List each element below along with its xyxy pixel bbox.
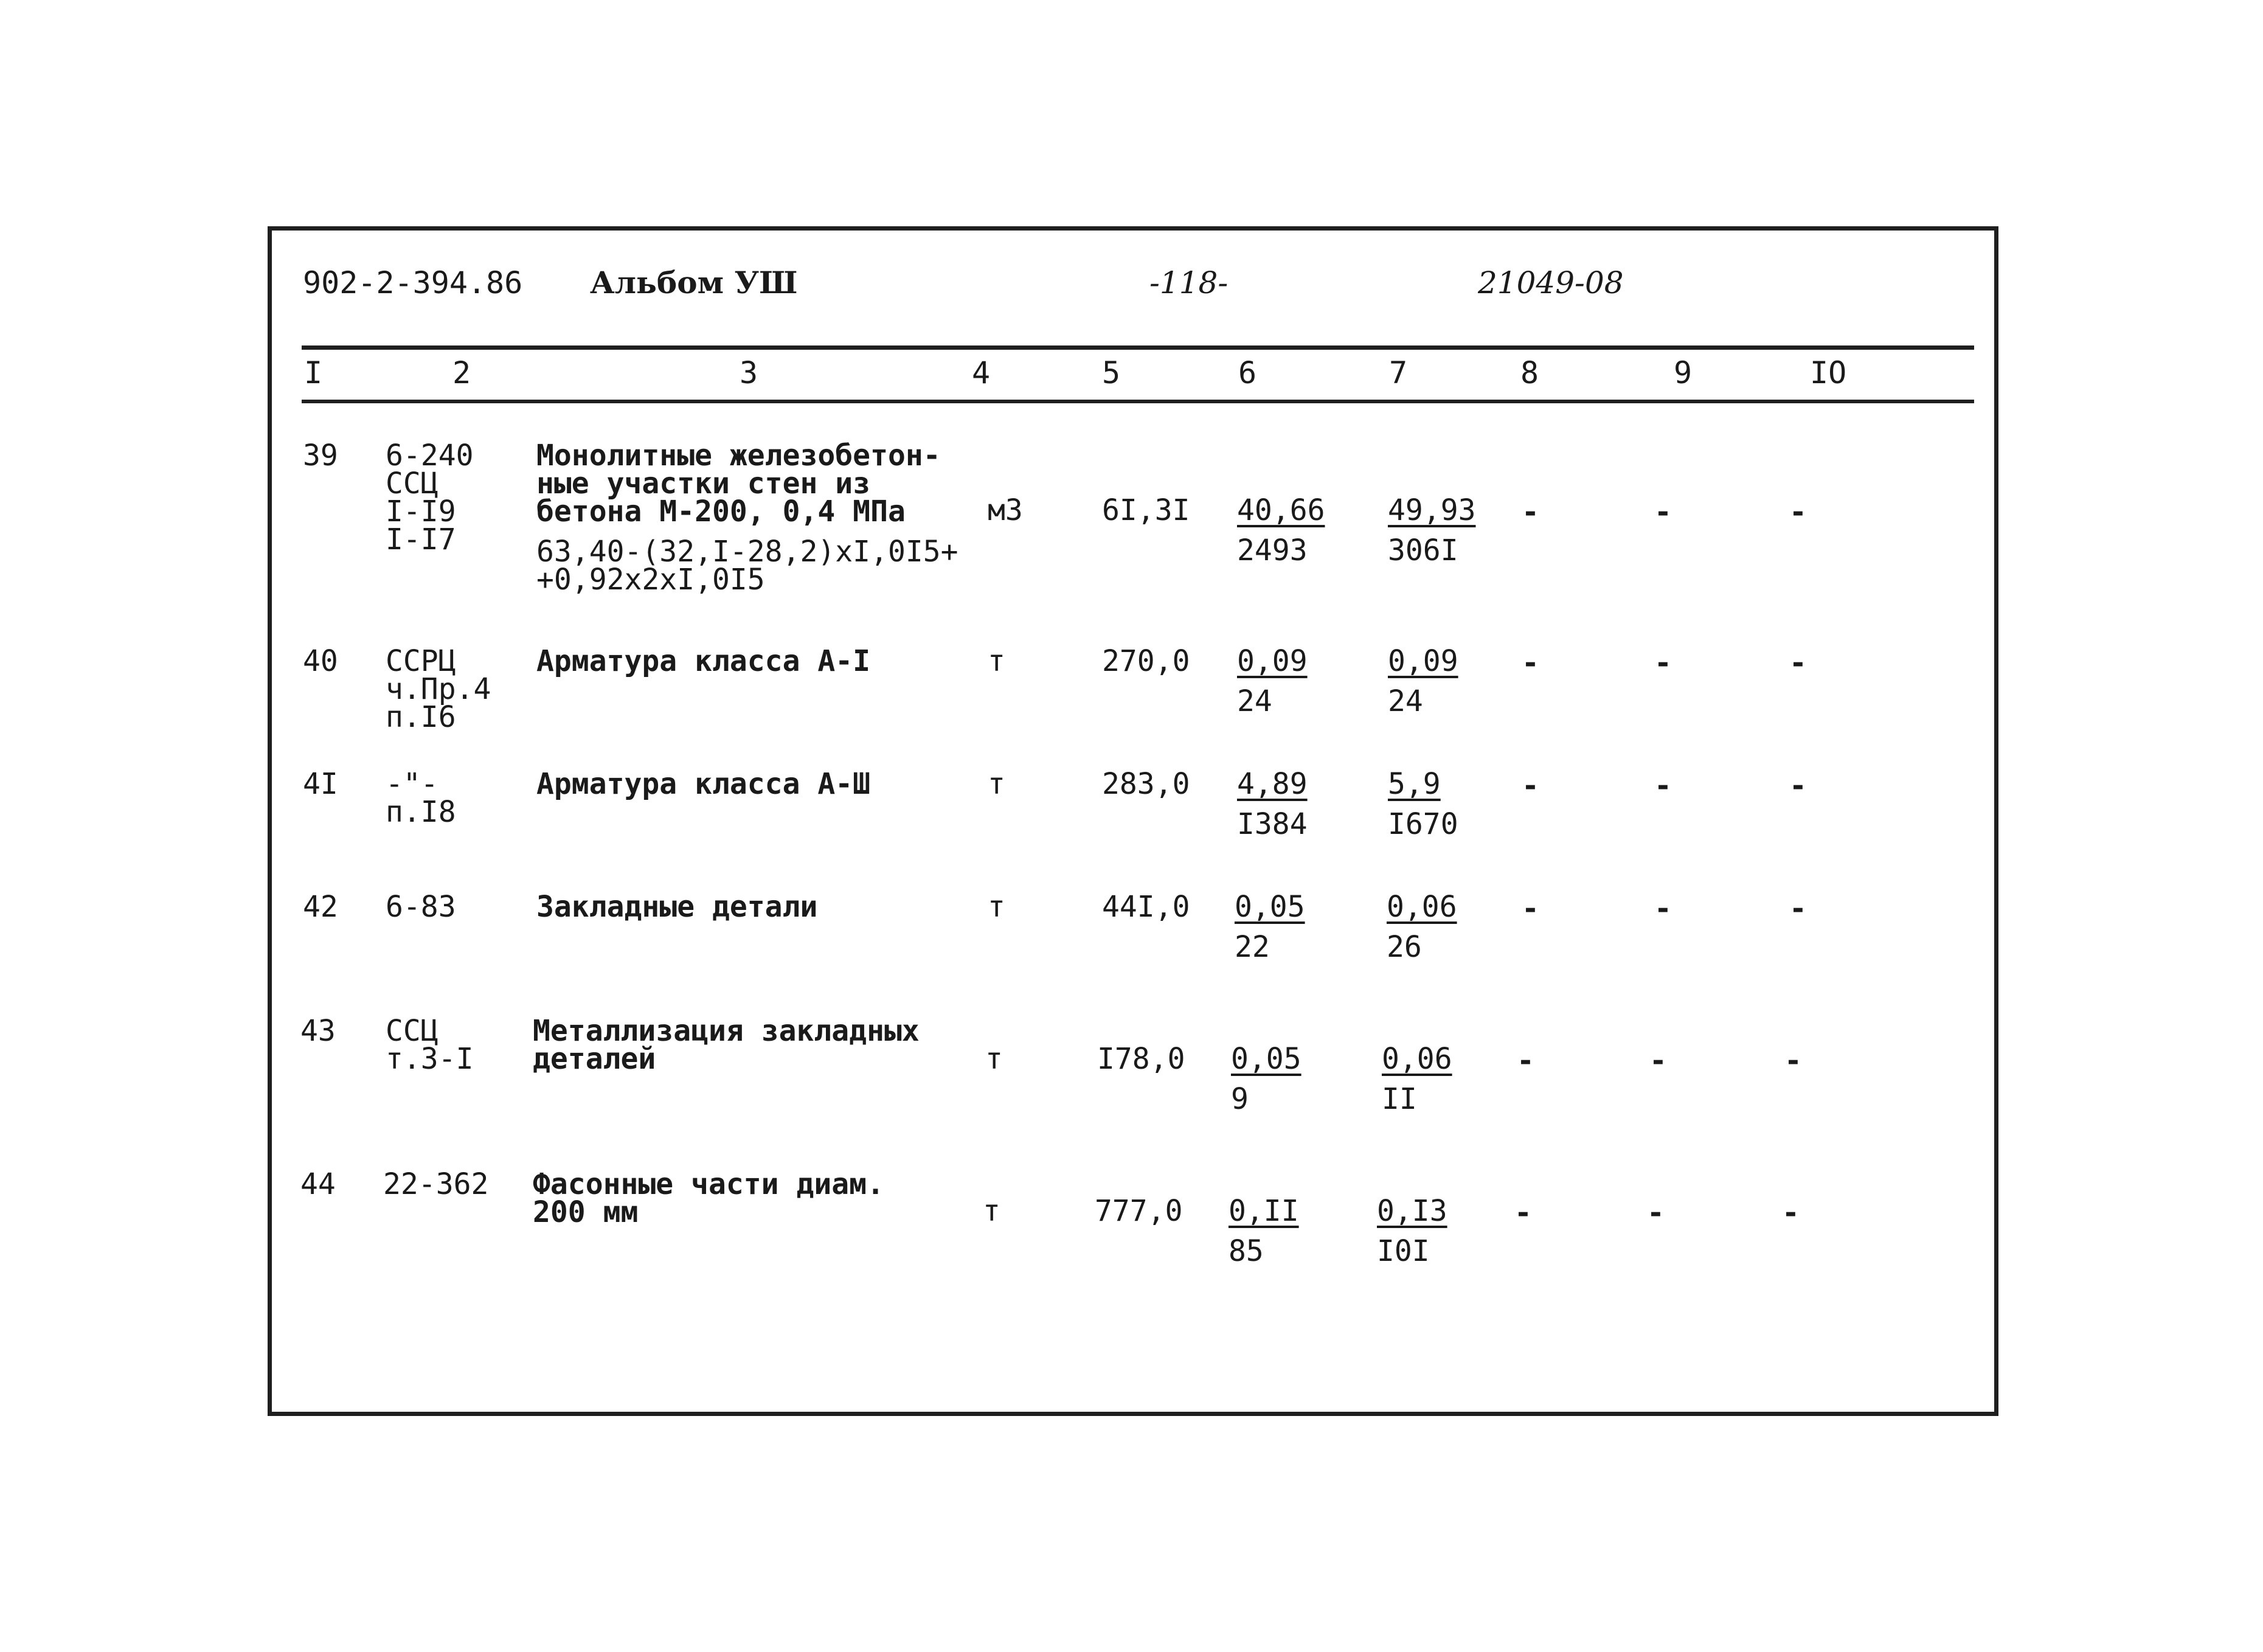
cost-cell [1388, 767, 1458, 841]
column-number-5: 5 [1102, 355, 1121, 390]
cost-cell [1377, 1194, 1447, 1268]
document-code: 902-2-394.86 [303, 265, 523, 300]
quantity-cell: I78,0 [1097, 1042, 1185, 1076]
reference-line: ССЦ [386, 467, 438, 501]
description-line: Фасонные части диам. [533, 1167, 884, 1201]
description-cell [536, 644, 871, 678]
description-cell [533, 1167, 884, 1229]
reference-line: ч.Пр.4 [386, 672, 491, 706]
reference-cell [386, 644, 491, 734]
description-line: Закладные детали [536, 890, 818, 924]
description-line: Монолитные железобетон- [536, 439, 941, 473]
price-total-value: 22 [1235, 930, 1270, 964]
column-number-2: 2 [452, 355, 471, 390]
reference-line: ССЦ [386, 1014, 438, 1048]
price-unit-value: 4,89 [1237, 767, 1308, 801]
description-cell [536, 890, 818, 924]
description-line: бетона М-200, 0,4 МПа [536, 495, 906, 529]
cost-unit-value: 0,I3 [1377, 1194, 1447, 1228]
cost-total-value: I0I [1377, 1234, 1430, 1268]
price-unit-value: 40,66 [1237, 493, 1325, 527]
price-unit-cell [1231, 1042, 1301, 1116]
reference-cell [386, 1014, 474, 1076]
reference-line: I-I9 [386, 495, 456, 529]
column-number-10: IO [1810, 355, 1847, 390]
col8-dash: - [1517, 1044, 1534, 1078]
header-rule-bottom [302, 400, 1974, 403]
description-cell [533, 1014, 920, 1076]
price-unit-value: 0,09 [1237, 644, 1308, 678]
reference-line: 6-83 [386, 890, 456, 924]
cost-cell [1388, 644, 1458, 718]
cost-total-value: II [1382, 1082, 1417, 1116]
price-total-value: 85 [1229, 1234, 1264, 1268]
col10-dash: - [1784, 1044, 1802, 1078]
column-number-3: 3 [740, 355, 758, 390]
row-number: 42 [303, 890, 338, 924]
cost-unit-value: 0,09 [1388, 644, 1458, 678]
album-label: Альбом УШ [590, 265, 798, 300]
unit-cell: т [988, 767, 1005, 801]
cost-total-value: I670 [1388, 807, 1458, 841]
description-cell [536, 767, 871, 801]
reference-line: 22-362 [383, 1167, 489, 1201]
description-cell [536, 439, 941, 529]
column-number-4: 4 [972, 355, 991, 390]
price-total-value: I384 [1237, 807, 1308, 841]
description-line: деталей [533, 1042, 656, 1076]
column-number-9: 9 [1674, 355, 1693, 390]
reference-cell [386, 439, 474, 557]
formula-cell [536, 535, 958, 597]
col9-dash: - [1654, 892, 1672, 926]
unit-cell: т [985, 1042, 1003, 1076]
reference-cell [386, 767, 456, 829]
price-total-value: 9 [1231, 1082, 1249, 1116]
column-number-6: 6 [1238, 355, 1257, 390]
price-unit-cell [1237, 767, 1308, 841]
description-line: Арматура класса А-Ш [536, 767, 871, 801]
quantity-cell: 6I,3I [1102, 493, 1190, 527]
col8-dash: - [1522, 892, 1539, 926]
formula-line: 63,40-(32,I-28,2)xI,0I5+ [536, 535, 958, 569]
cost-unit-value: 0,06 [1382, 1042, 1452, 1076]
price-total-value: 2493 [1237, 533, 1308, 567]
description-line: ные участки стен из [536, 467, 871, 501]
col10-dash: - [1789, 769, 1807, 803]
unit-cell: м3 [988, 493, 1023, 527]
reference-line: п.I6 [386, 700, 456, 734]
page-number: -118- [1149, 265, 1229, 300]
description-line: Арматура класса А-I [536, 644, 871, 678]
price-unit-value: 0,05 [1231, 1042, 1301, 1076]
description-line: Металлизация закладных [533, 1014, 920, 1048]
col9-dash: - [1647, 1196, 1665, 1230]
unit-cell: т [983, 1194, 1000, 1228]
price-total-value: 24 [1237, 684, 1272, 718]
row-number: 43 [300, 1014, 336, 1048]
cost-unit-value: 0,06 [1387, 890, 1457, 924]
unit-cell: т [988, 644, 1005, 678]
cost-cell [1388, 493, 1476, 567]
quantity-cell: 270,0 [1102, 644, 1190, 678]
col10-dash: - [1782, 1196, 1800, 1230]
price-unit-cell [1229, 1194, 1299, 1268]
col10-dash: - [1789, 646, 1807, 680]
reference-line: 6-240 [386, 439, 474, 473]
price-unit-cell [1235, 890, 1305, 964]
quantity-cell: 283,0 [1102, 767, 1190, 801]
cost-total-value: 26 [1387, 930, 1422, 964]
price-unit-cell [1237, 644, 1308, 718]
reference-cell [386, 890, 456, 924]
price-unit-value: 0,05 [1235, 890, 1305, 924]
cost-total-value: 24 [1388, 684, 1423, 718]
col8-dash: - [1514, 1196, 1532, 1230]
unit-cell: т [988, 890, 1005, 924]
row-number: 40 [303, 644, 338, 678]
cost-cell [1382, 1042, 1452, 1116]
col9-dash: - [1654, 646, 1672, 680]
document-number: 21049-08 [1478, 265, 1624, 300]
cost-unit-value: 49,93 [1388, 493, 1476, 527]
column-number-8: 8 [1520, 355, 1539, 390]
col8-dash: - [1522, 646, 1539, 680]
document-frame [268, 226, 1998, 1416]
col9-dash: - [1654, 769, 1672, 803]
col8-dash: - [1522, 769, 1539, 803]
cost-cell [1387, 890, 1457, 964]
reference-line: ССРЦ [386, 644, 456, 678]
description-line: 200 мм [533, 1195, 639, 1229]
column-number-7: 7 [1389, 355, 1408, 390]
col9-dash: - [1649, 1044, 1667, 1078]
column-number-1: I [304, 355, 323, 390]
col10-dash: - [1789, 892, 1807, 926]
col10-dash: - [1789, 495, 1807, 529]
reference-line: I-I7 [386, 522, 456, 557]
reference-cell [383, 1167, 489, 1201]
col9-dash: - [1654, 495, 1672, 529]
header-rule-top [302, 345, 1974, 350]
reference-line: -"- [386, 767, 438, 801]
cost-total-value: 306I [1388, 533, 1458, 567]
price-unit-cell [1237, 493, 1325, 567]
price-unit-value: 0,II [1229, 1194, 1299, 1228]
reference-line: п.I8 [386, 795, 456, 829]
reference-line: т.3-I [386, 1042, 474, 1076]
row-number: 44 [300, 1167, 336, 1201]
row-number: 39 [303, 439, 338, 473]
quantity-cell: 777,0 [1095, 1194, 1183, 1228]
cost-unit-value: 5,9 [1388, 767, 1441, 801]
col8-dash: - [1522, 495, 1539, 529]
quantity-cell: 44I,0 [1102, 890, 1190, 924]
formula-line: +0,92x2xI,0I5 [536, 563, 765, 597]
row-number: 4I [303, 767, 338, 801]
